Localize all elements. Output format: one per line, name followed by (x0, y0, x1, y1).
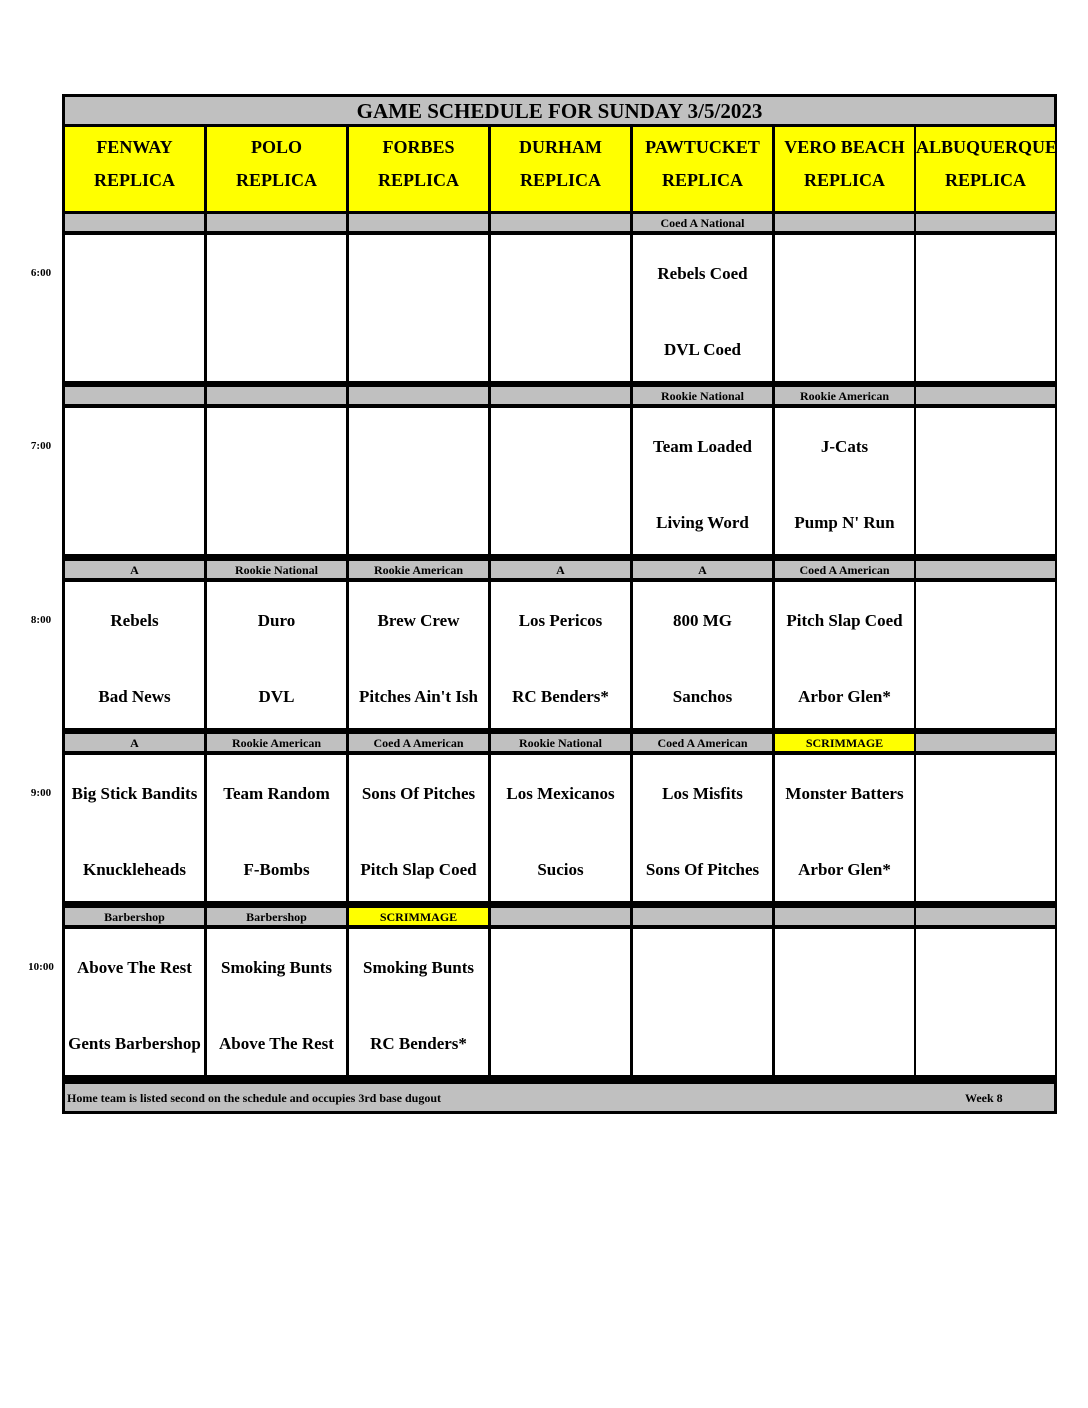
home-team: Gents Barbershop (68, 1034, 201, 1053)
home-team: Living Word (656, 513, 749, 532)
visiting-team: Team Loaded (652, 437, 753, 456)
division-label (916, 214, 1055, 231)
footer-note: Home team is listed second on the schedule and occupies 3rd base dugout (67, 1091, 442, 1105)
visiting-team: Los Pericos (518, 611, 603, 630)
time-label: 9:00 (30, 787, 52, 799)
division-label: Coed A American (775, 561, 914, 578)
division-label: A (65, 734, 204, 751)
game-cell (207, 755, 346, 901)
game-cell (349, 755, 488, 901)
week-label: Week 8 (965, 1091, 1003, 1105)
visiting-team: Pitch Slap Coed (786, 611, 903, 630)
time-label: 10:00 (28, 961, 54, 973)
game-cell (349, 235, 488, 381)
visiting-team: Rebels (110, 611, 159, 630)
schedule-table (62, 94, 1057, 1114)
division-label (65, 214, 204, 231)
visiting-team: Big Stick Bandits (71, 784, 198, 803)
field-name: DURHAM (519, 137, 602, 157)
division-label (916, 734, 1055, 751)
division-label (349, 387, 488, 404)
field-header (207, 127, 346, 211)
home-team: Sons Of Pitches (645, 860, 760, 879)
game-cell (349, 408, 488, 554)
field-subtitle: REPLICA (944, 170, 1026, 190)
field-subtitle: REPLICA (661, 170, 743, 190)
division-label (491, 387, 630, 404)
game-cell (775, 235, 914, 381)
game-cell (65, 755, 204, 901)
field-header (491, 127, 630, 211)
game-cell (65, 408, 204, 554)
game-cell (633, 235, 772, 381)
game-cell (633, 582, 772, 728)
game-cell (633, 408, 772, 554)
division-label: Rookie American (349, 561, 488, 578)
visiting-team: Smoking Bunts (362, 958, 475, 977)
visiting-team: Los Mexicanos (506, 784, 615, 803)
game-cell (207, 929, 346, 1075)
game-cell (491, 408, 630, 554)
home-team: Sanchos (672, 687, 733, 706)
field-header (775, 127, 914, 211)
visiting-team: Monster Batters (785, 784, 904, 803)
game-cell (491, 235, 630, 381)
visiting-team: 800 MG (672, 611, 733, 630)
division-label (207, 214, 346, 231)
game-cell (633, 755, 772, 901)
division-label (916, 908, 1055, 925)
game-cell (491, 755, 630, 901)
game-cell (207, 235, 346, 381)
field-header (916, 127, 1058, 211)
game-cell (491, 582, 630, 728)
division-label (65, 387, 204, 404)
game-cell (916, 582, 1055, 728)
division-label (633, 908, 772, 925)
home-team: RC Benders* (370, 1034, 467, 1053)
division-label: Coed A American (633, 734, 772, 751)
home-team: RC Benders* (512, 687, 609, 706)
game-cell (207, 582, 346, 728)
field-header (349, 127, 488, 211)
division-label: Coed A National (633, 214, 772, 231)
game-cell (65, 929, 204, 1075)
game-cell (916, 408, 1055, 554)
field-name: FORBES (382, 137, 455, 157)
field-name: FENWAY (96, 137, 173, 157)
time-label: 6:00 (30, 267, 52, 279)
division-label: Rookie American (207, 734, 346, 751)
game-cell (775, 582, 914, 728)
game-cell (633, 929, 772, 1075)
field-subtitle: REPLICA (235, 170, 317, 190)
division-label: Rookie American (775, 387, 914, 404)
visiting-team: Smoking Bunts (220, 958, 333, 977)
home-team: Above The Rest (219, 1034, 334, 1053)
division-label (775, 214, 914, 231)
footer-bar (65, 1084, 1054, 1111)
division-label: Rookie National (491, 734, 630, 751)
game-cell (775, 929, 914, 1075)
home-team: Pitch Slap Coed (360, 860, 477, 879)
game-cell (349, 929, 488, 1075)
game-cell (916, 755, 1055, 901)
home-team: DVL Coed (664, 340, 741, 359)
game-cell (207, 408, 346, 554)
home-team: F-Bombs (243, 860, 310, 879)
game-cell (775, 408, 914, 554)
home-team: Pitches Ain't Ish (358, 687, 479, 706)
division-label (349, 214, 488, 231)
game-cell (916, 235, 1055, 381)
game-cell (916, 929, 1055, 1075)
visiting-team: Above The Rest (77, 958, 192, 977)
visiting-team: Brew Crew (377, 611, 460, 630)
game-cell (491, 929, 630, 1075)
visiting-team: Team Random (223, 784, 330, 803)
division-label: A (633, 561, 772, 578)
division-label (916, 561, 1055, 578)
field-subtitle: REPLICA (93, 170, 175, 190)
field-subtitle: REPLICA (519, 170, 601, 190)
division-label: Coed A American (349, 734, 488, 751)
division-label: Barbershop (65, 908, 204, 925)
time-label: 7:00 (30, 440, 52, 452)
game-cell (65, 582, 204, 728)
division-label (775, 908, 914, 925)
visiting-team: Los Misfits (662, 784, 743, 803)
division-label (207, 387, 346, 404)
time-label: 8:00 (30, 614, 52, 626)
visiting-team: J-Cats (820, 437, 869, 456)
home-team: Sucios (537, 860, 584, 879)
field-name: VERO BEACH (784, 137, 905, 157)
game-cell (65, 235, 204, 381)
home-team: Bad News (98, 687, 171, 706)
division-label: Barbershop (207, 908, 346, 925)
field-header (633, 127, 772, 211)
visiting-team: Duro (257, 611, 296, 630)
home-team: DVL (258, 687, 295, 706)
home-team: Arbor Glen* (798, 860, 891, 879)
division-label (491, 214, 630, 231)
visiting-team: Sons Of Pitches (361, 784, 476, 803)
division-label: Rookie National (633, 387, 772, 404)
home-team: Knuckleheads (83, 860, 186, 879)
division-label (491, 908, 630, 925)
division-label: SCRIMMAGE (775, 734, 914, 751)
division-label: Rookie National (207, 561, 346, 578)
field-header (65, 127, 204, 211)
home-team: Arbor Glen* (798, 687, 891, 706)
field-name: PAWTUCKET (645, 137, 760, 157)
schedule-title: GAME SCHEDULE FOR SUNDAY 3/5/2023 (65, 97, 1054, 124)
visiting-team: Rebels Coed (657, 264, 748, 283)
field-name: ALBUQUERQUE (916, 137, 1058, 157)
division-label: A (65, 561, 204, 578)
division-label (916, 387, 1055, 404)
division-label: A (491, 561, 630, 578)
game-cell (349, 582, 488, 728)
game-cell (775, 755, 914, 901)
home-team: Pump N' Run (794, 513, 895, 532)
field-name: POLO (250, 137, 302, 157)
division-label: SCRIMMAGE (349, 908, 488, 925)
field-subtitle: REPLICA (377, 170, 459, 190)
field-subtitle: REPLICA (803, 170, 885, 190)
